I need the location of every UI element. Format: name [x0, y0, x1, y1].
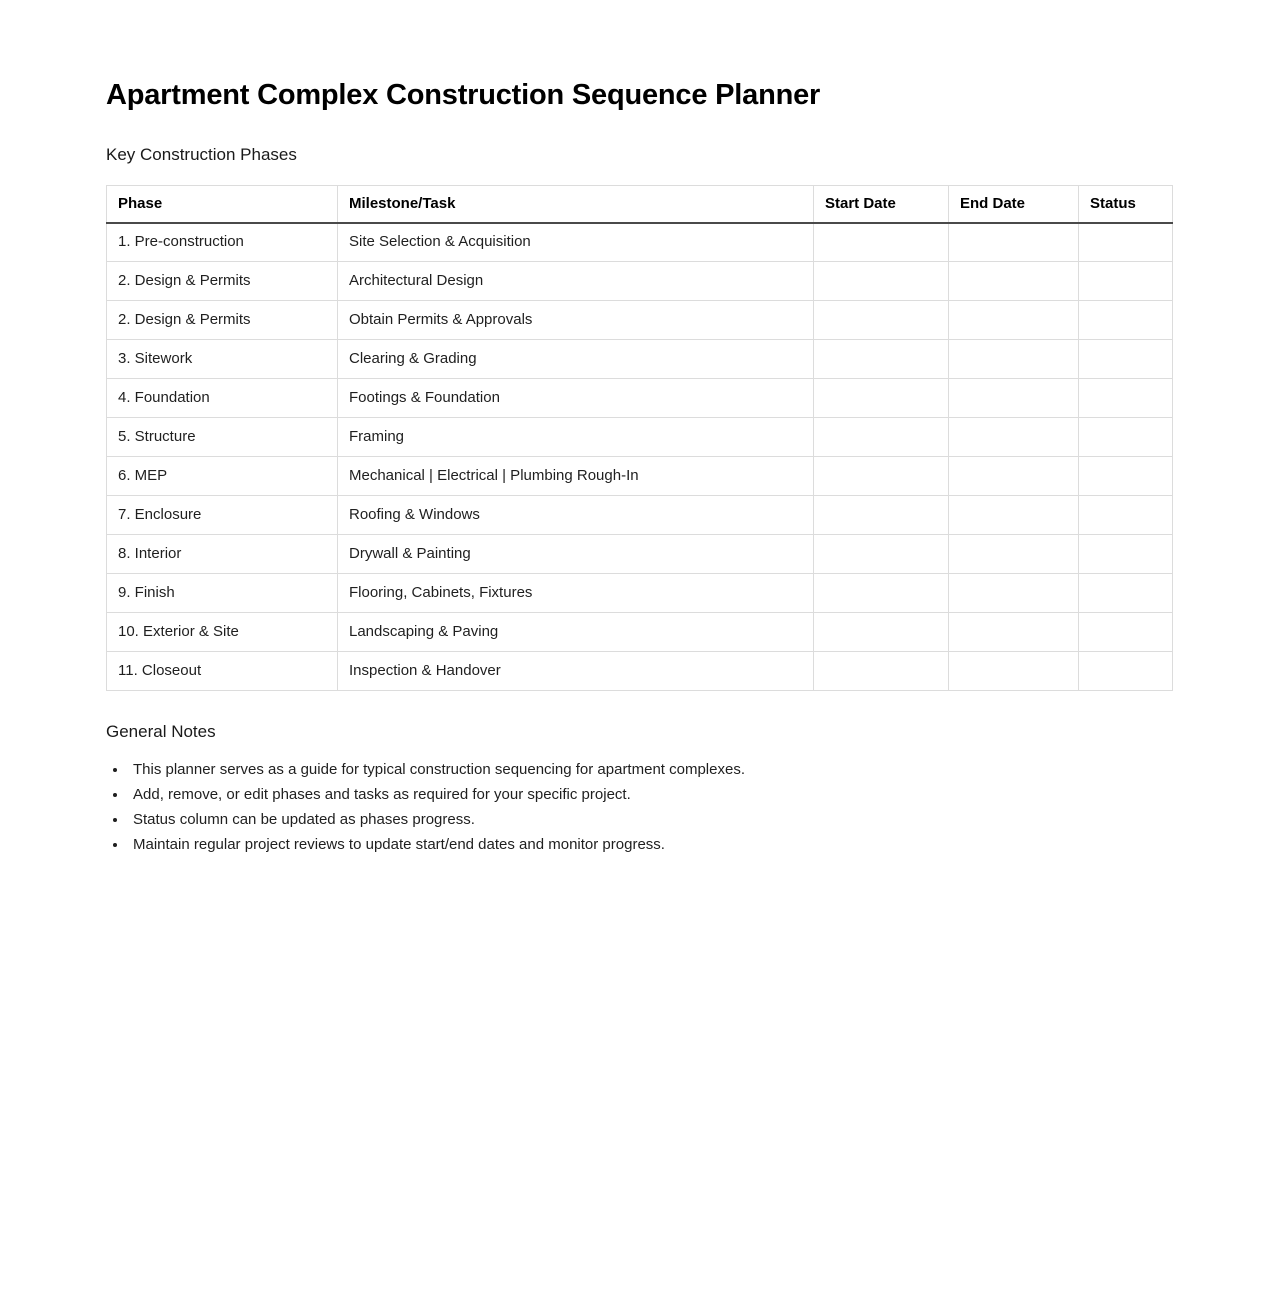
- cell-status[interactable]: [1079, 418, 1173, 457]
- phases-section-heading: Key Construction Phases: [106, 145, 297, 164]
- cell-phase[interactable]: 9. Finish: [107, 574, 338, 613]
- cell-status[interactable]: [1079, 652, 1173, 691]
- table-row: [107, 652, 1173, 691]
- table-body: [107, 223, 1173, 691]
- cell-end_date[interactable]: [949, 379, 1079, 418]
- table-row: [107, 613, 1173, 652]
- cell-task[interactable]: Roofing & Windows: [338, 496, 814, 535]
- cell-start_date[interactable]: [814, 457, 949, 496]
- cell-task[interactable]: Mechanical | Electrical | Plumbing Rough-In: [338, 457, 814, 496]
- cell-start_date[interactable]: [814, 418, 949, 457]
- cell-task[interactable]: Flooring, Cabinets, Fixtures: [338, 574, 814, 613]
- cell-phase[interactable]: 1. Pre-construction: [107, 223, 338, 262]
- table-row: [107, 223, 1173, 262]
- cell-end_date[interactable]: [949, 457, 1079, 496]
- cell-start_date[interactable]: [814, 301, 949, 340]
- cell-status[interactable]: [1079, 379, 1173, 418]
- cell-end_date[interactable]: [949, 652, 1079, 691]
- column-header-task[interactable]: Milestone/Task: [338, 186, 814, 223]
- table-row: [107, 496, 1173, 535]
- column-header-status[interactable]: Status: [1079, 186, 1173, 223]
- cell-task[interactable]: Framing: [338, 418, 814, 457]
- cell-phase[interactable]: 11. Closeout: [107, 652, 338, 691]
- table-row: [107, 262, 1173, 301]
- cell-status[interactable]: [1079, 262, 1173, 301]
- note-item: • Add, remove, or edit phases and tasks as required for your specific project.: [128, 782, 1278, 807]
- cell-phase[interactable]: 8. Interior: [107, 535, 338, 574]
- table-row: [107, 418, 1173, 457]
- cell-task[interactable]: Landscaping & Paving: [338, 613, 814, 652]
- cell-start_date[interactable]: [814, 574, 949, 613]
- table-row: [107, 535, 1173, 574]
- cell-task[interactable]: Clearing & Grading: [338, 340, 814, 379]
- note-item: • Status column can be updated as phases progress.: [128, 807, 1278, 832]
- cell-phase[interactable]: 7. Enclosure: [107, 496, 338, 535]
- cell-phase[interactable]: 3. Sitework: [107, 340, 338, 379]
- table-header-row: [107, 186, 1173, 223]
- cell-end_date[interactable]: [949, 340, 1079, 379]
- cell-phase[interactable]: 10. Exterior & Site: [107, 613, 338, 652]
- cell-start_date[interactable]: [814, 262, 949, 301]
- page-title: Apartment Complex Construction Sequence Planner: [106, 79, 821, 111]
- cell-start_date[interactable]: [814, 535, 949, 574]
- cell-task[interactable]: Obtain Permits & Approvals: [338, 301, 814, 340]
- cell-status[interactable]: [1079, 223, 1173, 262]
- table-row: [107, 301, 1173, 340]
- cell-end_date[interactable]: [949, 535, 1079, 574]
- cell-status[interactable]: [1079, 613, 1173, 652]
- cell-end_date[interactable]: [949, 418, 1079, 457]
- cell-status[interactable]: [1079, 340, 1173, 379]
- cell-task[interactable]: Footings & Foundation: [338, 379, 814, 418]
- cell-phase[interactable]: 2. Design & Permits: [107, 301, 338, 340]
- cell-task[interactable]: Inspection & Handover: [338, 652, 814, 691]
- cell-status[interactable]: [1079, 574, 1173, 613]
- cell-task[interactable]: Architectural Design: [338, 262, 814, 301]
- table-row: [107, 574, 1173, 613]
- cell-phase[interactable]: 5. Structure: [107, 418, 338, 457]
- construction-phases-table: [106, 185, 1173, 691]
- cell-start_date[interactable]: [814, 223, 949, 262]
- cell-phase[interactable]: 2. Design & Permits: [107, 262, 338, 301]
- table-row: [107, 379, 1173, 418]
- table-row: [107, 457, 1173, 496]
- cell-status[interactable]: [1079, 301, 1173, 340]
- notes-section-heading: General Notes: [106, 722, 216, 741]
- cell-end_date[interactable]: [949, 496, 1079, 535]
- cell-task[interactable]: Drywall & Painting: [338, 535, 814, 574]
- cell-phase[interactable]: 6. MEP: [107, 457, 338, 496]
- cell-task[interactable]: Site Selection & Acquisition: [338, 223, 814, 262]
- cell-end_date[interactable]: [949, 262, 1079, 301]
- cell-end_date[interactable]: [949, 613, 1079, 652]
- cell-start_date[interactable]: [814, 379, 949, 418]
- cell-status[interactable]: [1079, 457, 1173, 496]
- column-header-end-date[interactable]: End Date: [949, 186, 1079, 223]
- cell-start_date[interactable]: [814, 496, 949, 535]
- cell-start_date[interactable]: [814, 652, 949, 691]
- cell-start_date[interactable]: [814, 613, 949, 652]
- cell-status[interactable]: [1079, 496, 1173, 535]
- note-item: • This planner serves as a guide for typical construction sequencing for apartment complexes.: [128, 757, 1278, 782]
- cell-end_date[interactable]: [949, 223, 1079, 262]
- column-header-phase[interactable]: Phase: [107, 186, 338, 223]
- cell-start_date[interactable]: [814, 340, 949, 379]
- phases-table-container: [106, 185, 1172, 691]
- note-item: • Maintain regular project reviews to update start/end dates and monitor progress.: [128, 832, 1278, 857]
- column-header-start-date[interactable]: Start Date: [814, 186, 949, 223]
- cell-end_date[interactable]: [949, 301, 1079, 340]
- cell-end_date[interactable]: [949, 574, 1079, 613]
- general-notes-list: [106, 757, 1278, 857]
- table-row: [107, 340, 1173, 379]
- cell-phase[interactable]: 4. Foundation: [107, 379, 338, 418]
- table-header: [107, 186, 1173, 223]
- cell-status[interactable]: [1079, 535, 1173, 574]
